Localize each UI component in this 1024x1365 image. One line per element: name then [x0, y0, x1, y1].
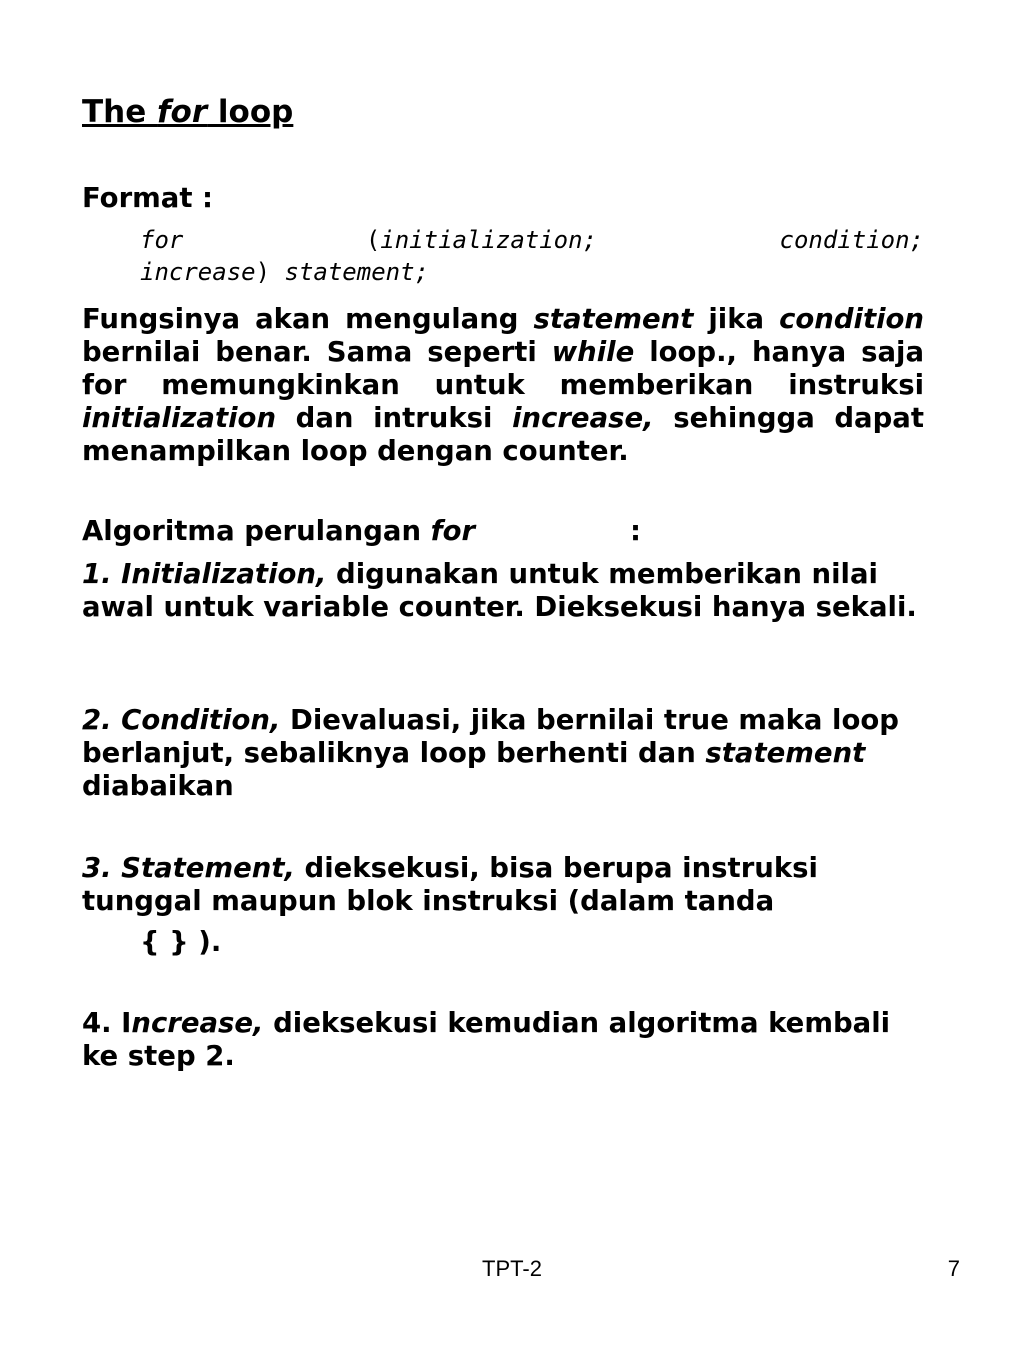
step-statement: 3. Statement, dieksekusi, bisa berupa instruksi tunggal maupun blok instruksi (dalam tanda { } ).	[82, 852, 818, 958]
code-initialization: initialization;	[380, 226, 598, 254]
code-increase: increase	[140, 258, 256, 286]
slide-title: The for loop	[82, 94, 294, 130]
format-label: Format :	[82, 182, 214, 214]
code-syntax: for (initialization; condition; increase) statement;	[140, 226, 924, 286]
algorithm-heading: Algoritma perulangan for :	[82, 515, 641, 547]
description-paragraph: Fungsinya akan mengulang statement jika condition bernilai benar. Sama seperti while loop., hanya saja for memungkinkan untuk memberikan instruksi initialization dan intruksi increase, sehingga dapat menampilkan loop dengan counter.	[82, 303, 924, 467]
code-condition: condition;	[779, 226, 924, 254]
step-condition: 2. Condition, Dievaluasi, jika bernilai true maka loop berlanjut, sebaliknya loop berhenti dan statement diabaikan	[82, 704, 899, 802]
page-number: 7	[947, 1256, 960, 1281]
footer-label: TPT-2	[482, 1256, 542, 1281]
step-initialization: 1. Initialization, digunakan untuk memberikan nilai awal untuk variable counter. Dieksekusi hanya sekali.	[82, 558, 917, 623]
step-increase: 4. Increase, dieksekusi kemudian algoritma kembali ke step 2.	[82, 1007, 891, 1072]
code-for-keyword: for	[140, 226, 184, 254]
code-statement: statement;	[270, 258, 429, 286]
